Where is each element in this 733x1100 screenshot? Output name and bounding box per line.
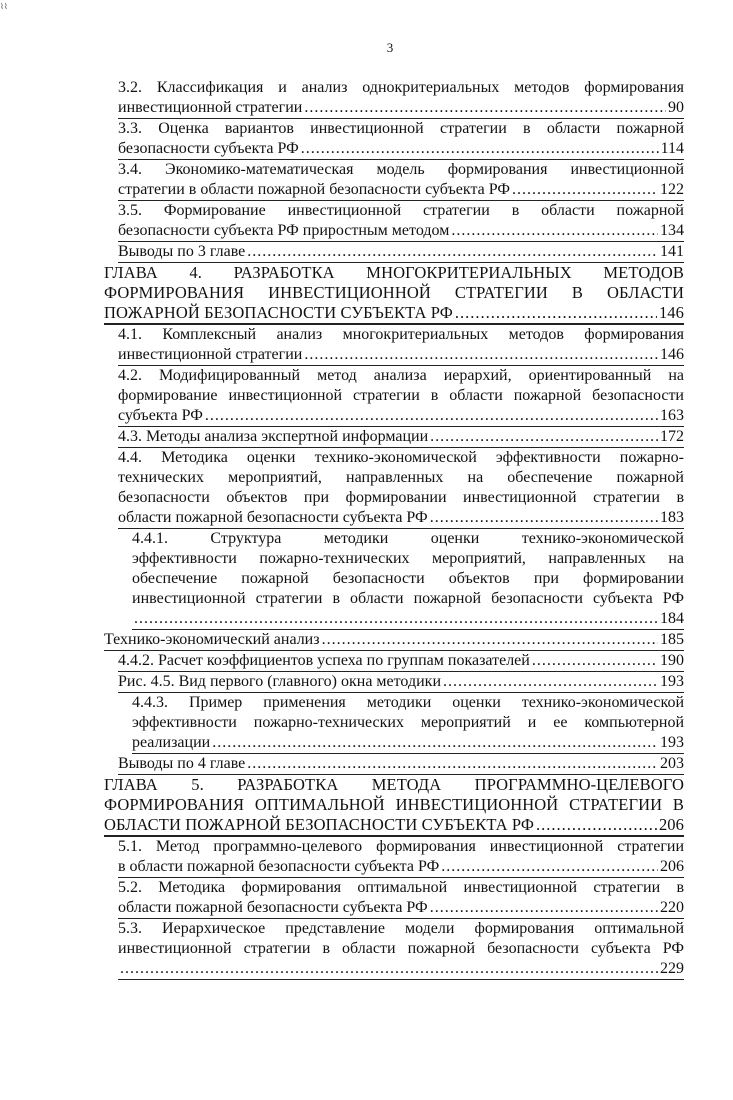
dot-leader (430, 898, 658, 918)
toc-entry-text: эффективности пожарно-технических мероприятий, направленных на (132, 550, 684, 567)
toc-entry-line (118, 898, 684, 918)
toc-entry-text: ГЛАВА 4. РАЗРАБОТКА МНОГОКРИТЕРИАЛЬНЫХ МЕТОДОВ (104, 263, 684, 282)
toc-page-number: 203 (660, 755, 684, 772)
toc-page-number: 141 (660, 243, 684, 260)
toc-entry-line (118, 959, 684, 979)
toc-entry-text: в области пожарной безопасности субъекта РФ (118, 858, 440, 875)
toc-entry-text: области пожарной безопасности субъекта РФ (118, 509, 428, 526)
toc-page-number: 163 (660, 407, 684, 424)
toc-entry-text: реализации (132, 734, 211, 751)
toc-entry-line (118, 345, 684, 365)
toc-entry-line (118, 754, 684, 774)
dot-leader (247, 754, 658, 774)
toc-entry-text: стратегии в области пожарной безопасности субъекта РФ (118, 181, 510, 198)
toc-page-number: 172 (660, 428, 684, 445)
toc-page-number: 206 (660, 858, 684, 875)
toc-entry[interactable] (118, 427, 684, 448)
dot-leader (532, 651, 658, 671)
toc-entry-text: 3.4. Экономико-математическая модель формирования инвестиционной (118, 161, 684, 178)
toc-entry-text: 3.5. Формирование инвестиционной стратегии в области пожарной (118, 202, 684, 219)
toc-entry-text: 4.4. Методика оценки технико-экономической эффективности пожарно- (118, 449, 684, 466)
toc-entry[interactable] (118, 201, 684, 242)
dot-leader (441, 857, 658, 877)
dot-leader (536, 815, 657, 835)
toc-entry[interactable] (132, 693, 684, 754)
toc-entry-text: безопасности субъекта РФ (118, 140, 299, 157)
dot-leader (205, 406, 658, 426)
toc-entry[interactable] (118, 754, 684, 775)
toc-entry-text: инвестиционной стратегии в области пожарной безопасности субъекта РФ (132, 590, 684, 607)
toc-entry[interactable] (118, 78, 684, 119)
toc-page-number: 193 (660, 673, 684, 690)
toc-entry-line (118, 508, 684, 528)
toc-page-number: 184 (660, 610, 684, 627)
toc-entry[interactable] (132, 529, 684, 630)
toc-entry-line (132, 609, 684, 629)
dot-leader (512, 180, 658, 200)
toc-page-number: 229 (660, 960, 684, 977)
toc-entry-text: области пожарной безопасности субъекта РФ (118, 899, 428, 916)
page-number: 3 (386, 40, 394, 55)
toc-page-number: 114 (660, 140, 684, 157)
toc-entry-text: 5.1. Метод программно-целевого формирования инвестиционной стратегии (118, 838, 684, 855)
toc-entry-line (118, 427, 684, 447)
toc-entry[interactable] (118, 160, 684, 201)
toc-entry[interactable] (118, 878, 684, 919)
toc-entry[interactable] (118, 242, 684, 263)
toc-entry-text: ПОЖАРНОЙ БЕЗОПАСНОСТИ СУБЪЕКТА РФ (104, 303, 453, 322)
toc-entry-line (104, 303, 684, 323)
toc-entry[interactable] (118, 837, 684, 878)
toc-entry[interactable] (104, 630, 684, 651)
dot-leader (451, 221, 658, 241)
toc-entry-text: 3.2. Классификация и анализ однокритериальных методов формирования (118, 79, 684, 96)
toc-page-number: 146 (660, 346, 684, 363)
toc-entry-text: инвестиционной стратегии в области пожарной безопасности субъекта РФ (118, 940, 684, 957)
toc-page-number: 122 (660, 181, 684, 198)
toc-entry-text: 4.1. Комплексный анализ многокритериальных методов формирования (118, 326, 684, 343)
toc-page-number: 134 (660, 222, 684, 239)
toc-entry-line (118, 651, 684, 671)
toc-entry[interactable] (118, 651, 684, 672)
toc-entry-text: Выводы по 3 главе (118, 243, 246, 260)
dot-leader (120, 959, 658, 979)
toc-page-number: 183 (660, 509, 684, 526)
toc-entry-line (118, 98, 684, 118)
dot-leader (443, 672, 658, 692)
toc-entry-line (118, 242, 684, 262)
toc-entry-text: Выводы по 4 главе (118, 755, 246, 772)
dot-leader (134, 609, 658, 629)
toc-entry-line (118, 139, 684, 159)
dot-leader (322, 630, 658, 650)
dot-leader (455, 303, 657, 323)
toc-entry-text: обеспечение пожарной безопасности объектов при формировании (132, 570, 684, 587)
dot-leader (301, 139, 659, 159)
table-of-contents (104, 78, 684, 980)
toc-entry-text: 4.2. Модифицированный метод анализа иерархий, ориентированный на (118, 367, 684, 384)
toc-entry-text: 4.3. Методы анализа экспертной информации (118, 428, 429, 445)
toc-entry-text: 4.4.1. Структура методики оценки технико-экономической (132, 530, 684, 547)
toc-entry-text: Технико-экономический анализ (104, 631, 320, 648)
toc-page-number: 190 (660, 652, 684, 669)
toc-entry-text: 3.3. Оценка вариантов инвестиционной стратегии в области пожарной (118, 120, 684, 137)
toc-entry-text: ФОРМИРОВАНИЯ ОПТИМАЛЬНОЙ ИНВЕСТИЦИОННОЙ СТРАТЕГИИ В (104, 795, 684, 814)
dot-leader (247, 242, 658, 262)
toc-entry-line (118, 180, 684, 200)
toc-entry-text: ГЛАВА 5. РАЗРАБОТКА МЕТОДА ПРОГРАММНО-ЦЕЛЕВОГО (104, 775, 684, 794)
toc-entry-text: технических мероприятий, направленных на обеспечение пожарной (118, 469, 684, 486)
toc-entry-text: ФОРМИРОВАНИЯ ИНВЕСТИЦИОННОЙ СТРАТЕГИИ В ОБЛАСТИ (104, 283, 684, 302)
toc-page-number: 193 (660, 734, 684, 751)
toc-page-number: 146 (658, 303, 684, 322)
toc-entry[interactable] (118, 325, 684, 366)
scan-corner-mark: ⌇⌇ (0, 2, 8, 11)
dot-leader (212, 733, 658, 753)
toc-page-number: 185 (660, 631, 684, 648)
toc-entry-text: ОБЛАСТИ ПОЖАРНОЙ БЕЗОПАСНОСТИ СУБЪЕКТА РФ (104, 815, 535, 834)
dot-leader (304, 345, 658, 365)
toc-entry-text: 4.4.3. Пример применения методики оценки технико-экономической (132, 694, 684, 711)
toc-entry-text: 5.2. Методика формирования оптимальной инвестиционной стратегии в (118, 879, 684, 896)
toc-entry-text: 5.3. Иерархическое представление модели формирования оптимальной (118, 920, 684, 937)
toc-entry-text: формирование инвестиционной стратегии в области пожарной безопасности (118, 387, 684, 404)
toc-entry-line (118, 672, 684, 692)
toc-entry-text: Рис. 4.5. Вид первого (главного) окна методики (118, 673, 442, 690)
toc-entry-text: безопасности субъекта РФ приростным методом (118, 222, 450, 239)
toc-entry[interactable] (118, 919, 684, 980)
toc-chapter-entry[interactable] (104, 263, 684, 325)
toc-page-number: 220 (660, 899, 684, 916)
toc-entry-text: эффективности пожарно-технических мероприятий и ее компьютерной (132, 714, 684, 731)
toc-entry-text: инвестиционной стратегии (118, 346, 303, 363)
toc-entry-line (118, 221, 684, 241)
toc-chapter-entry[interactable] (104, 775, 684, 837)
toc-entry-text: 4.4.2. Расчет коэффициентов успеха по группам показателей (118, 652, 530, 669)
toc-page-number: 206 (658, 815, 684, 834)
toc-entry-line (118, 406, 684, 426)
dot-leader (430, 427, 658, 447)
dot-leader (430, 508, 658, 528)
dot-leader (304, 98, 666, 118)
toc-entry[interactable] (118, 672, 684, 693)
toc-entry-text: субъекта РФ (118, 407, 203, 424)
toc-entry-line (132, 733, 684, 753)
toc-entry[interactable] (118, 119, 684, 160)
toc-entry-line (104, 815, 684, 835)
toc-entry-text: инвестиционной стратегии (118, 99, 303, 116)
toc-entry-text: безопасности объектов при формировании инвестиционной стратегии в (118, 489, 684, 506)
toc-page-number: 90 (668, 99, 684, 116)
toc-entry[interactable] (118, 366, 684, 427)
toc-entry-line (118, 857, 684, 877)
toc-entry-line (104, 630, 684, 650)
toc-entry[interactable] (118, 448, 684, 529)
